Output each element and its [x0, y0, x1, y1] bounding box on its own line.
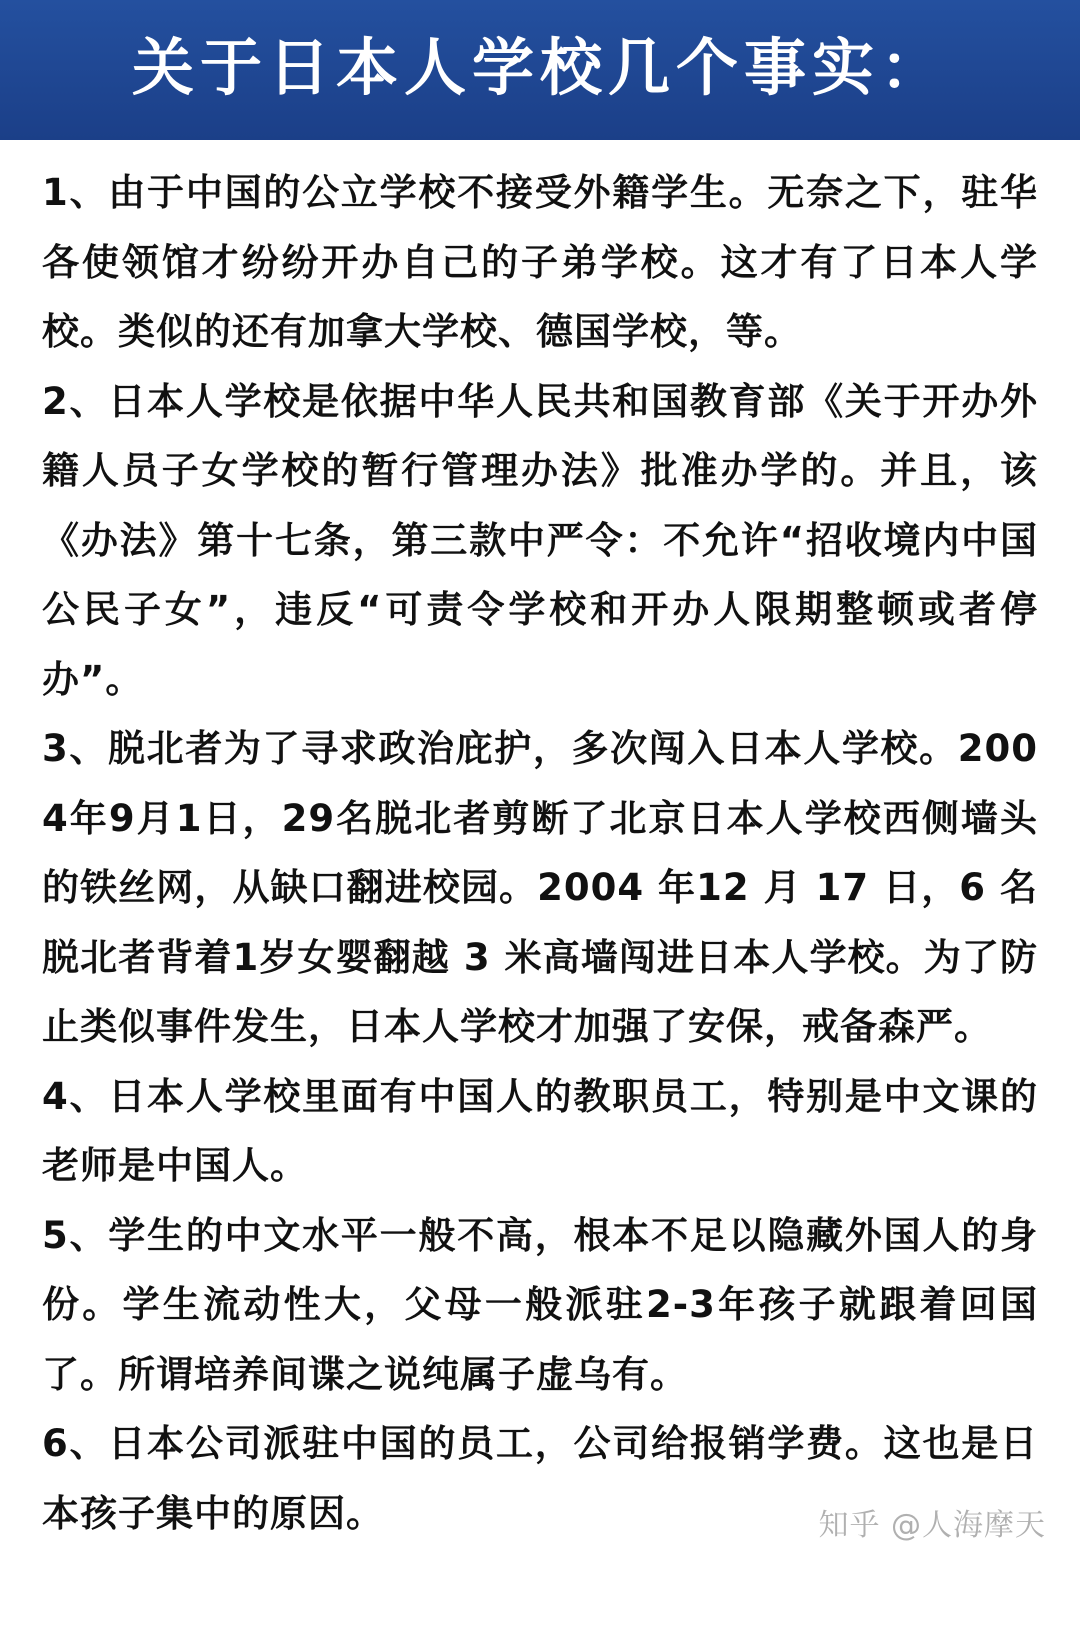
title-banner — [0, 0, 1080, 140]
fact-item-1: 1、由于中国的公立学校不接受外籍学生。无奈之下，驻华各使领馆才纷纷开办自己的子弟学校。这才有了日本人学校。类似的还有加拿大学校、德国学校，等。 — [42, 171, 1038, 353]
fact-item-2: 2、日本人学校是依据中华人民共和国教育部《关于开办外籍人员子女学校的暂行管理办法》批准办学的。并且，该《办法》第十七条，第三款中严令：不允许“招收境内中国公民子女”，违反“可责令学校和开办人限期整顿或者停办”。 — [42, 379, 1038, 701]
fact-item-5: 5、学生的中文水平一般不高，根本不足以隐藏外国人的身份。学生流动性大，父母一般派驻2-3年孩子就跟着回国了。所谓培养间谍之说纯属子虚乌有。 — [42, 1213, 1038, 1396]
fact-item-6: 6、日本公司派驻中国的员工，公司给报销学费。这也是日本孩子集中的原因。 — [42, 1422, 1038, 1535]
page-title: 关于日本人学校几个事实： — [131, 31, 948, 104]
fact-item-3: 3、脱北者为了寻求政治庇护，多次闯入日本人学校。2004年9月1日，29名脱北者剪断了北京日本人学校西侧墙头的铁丝网，从缺口翻进校园。2004 年12 月 17 日，6 名脱北者背着1岁女婴翻越 3 米高墙闯进日本人学校。为了防止类似事件发生，日本人学校才加强了安保，戒备森严。 — [42, 727, 1038, 1048]
facts-list — [42, 158, 1038, 1548]
zhihu-watermark: 知乎 @人海摩天 — [818, 1508, 1046, 1543]
fact-item-4: 4、日本人学校里面有中国人的教职员工，特别是中文课的老师是中国人。 — [42, 1074, 1038, 1187]
